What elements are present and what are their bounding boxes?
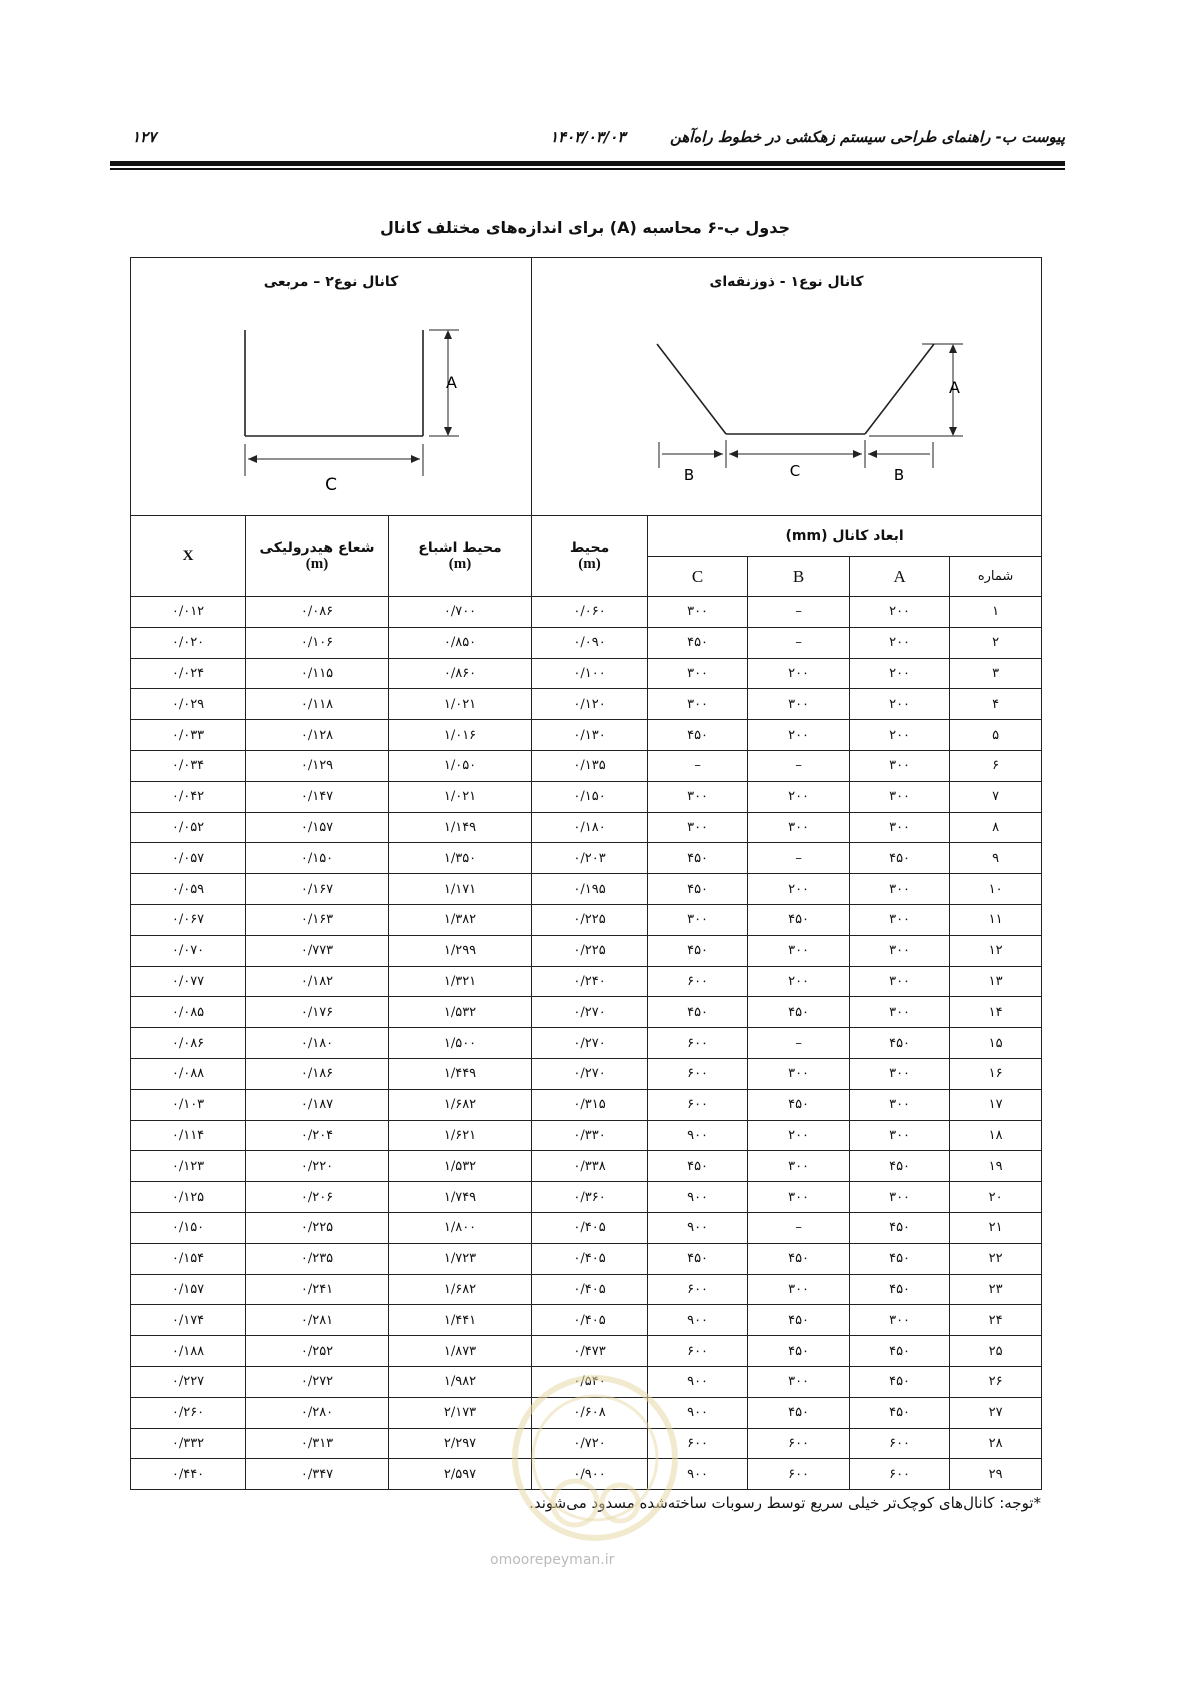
cell-c: ۹۰۰ — [648, 1305, 748, 1336]
table-row — [131, 997, 1042, 1028]
cell-radius: ۰/۲۷۲ — [246, 1366, 389, 1397]
cell-x: ۰/۰۵۷ — [131, 843, 246, 874]
cell-perimeter: ۰/۴۰۵ — [532, 1243, 648, 1274]
table-row — [131, 750, 1042, 781]
cell-c: ۹۰۰ — [648, 1397, 748, 1428]
cell-perimeter: ۰/۲۷۰ — [532, 1028, 648, 1059]
channel-table — [130, 257, 1042, 1490]
cell-perimeter: ۰/۲۷۰ — [532, 997, 648, 1028]
cell-x: ۰/۰۲۴ — [131, 658, 246, 689]
cell-radius: ۰/۷۷۳ — [246, 935, 389, 966]
cell-c: ۶۰۰ — [648, 1028, 748, 1059]
cell-radius: ۰/۱۰۶ — [246, 627, 389, 658]
cell-radius: ۰/۱۸۷ — [246, 1089, 389, 1120]
cell-radius: ۰/۲۲۵ — [246, 1212, 389, 1243]
cell-wetted: ۱/۸۷۳ — [389, 1336, 532, 1367]
cell-radius: ۰/۰۸۶ — [246, 597, 389, 628]
cell-x: ۰/۰۳۴ — [131, 750, 246, 781]
cell-a: ۲۰۰ — [850, 597, 950, 628]
cell-a: ۴۵۰ — [850, 1028, 950, 1059]
cell-radius: ۰/۲۸۱ — [246, 1305, 389, 1336]
cell-a: ۳۰۰ — [850, 750, 950, 781]
cell-number: ۲۶ — [950, 1366, 1042, 1397]
cell-wetted: ۰/۸۶۰ — [389, 658, 532, 689]
table-row — [131, 874, 1042, 905]
cell-a: ۴۵۰ — [850, 1151, 950, 1182]
cell-c: ۶۰۰ — [648, 1336, 748, 1367]
cell-b: ۴۵۰ — [748, 1243, 850, 1274]
cell-b: ۳۰۰ — [748, 689, 850, 720]
label-c: C — [789, 462, 800, 480]
cell-perimeter: ۰/۱۰۰ — [532, 658, 648, 689]
cell-number: ۱۲ — [950, 935, 1042, 966]
cell-wetted: ۱/۱۷۱ — [389, 874, 532, 905]
cell-b: ۴۵۰ — [748, 904, 850, 935]
header-title: پیوست ب- راهنمای طراحی سیستم زهکشی در خطوط راه‌آهن — [669, 128, 1065, 146]
table-row — [131, 1212, 1042, 1243]
cell-b: ۳۰۰ — [748, 1274, 850, 1305]
cell-number: ۷ — [950, 781, 1042, 812]
cell-a: ۴۵۰ — [850, 1336, 950, 1367]
table-row — [131, 1120, 1042, 1151]
cell-c: ۶۰۰ — [648, 1089, 748, 1120]
cell-number: ۱ — [950, 597, 1042, 628]
cell-c: ۹۰۰ — [648, 1212, 748, 1243]
cell-a: ۳۰۰ — [850, 1120, 950, 1151]
cell-number: ۹ — [950, 843, 1042, 874]
cell-perimeter: ۰/۲۰۳ — [532, 843, 648, 874]
cell-a: ۳۰۰ — [850, 904, 950, 935]
label-a: A — [948, 378, 960, 397]
cell-x: ۰/۱۲۳ — [131, 1151, 246, 1182]
cell-c: ۴۵۰ — [648, 874, 748, 905]
col-perimeter-header: محیط (m) — [532, 516, 648, 597]
cell-x: ۰/۱۷۴ — [131, 1305, 246, 1336]
cell-b: ۴۵۰ — [748, 1305, 850, 1336]
cell-wetted: ۱/۵۳۲ — [389, 1151, 532, 1182]
cell-x: ۰/۲۶۰ — [131, 1397, 246, 1428]
table-row — [131, 627, 1042, 658]
cell-perimeter: ۰/۶۰۸ — [532, 1397, 648, 1428]
table-row — [131, 1274, 1042, 1305]
table-row — [131, 1151, 1042, 1182]
cell-c: ۳۰۰ — [648, 597, 748, 628]
col-number-header: شماره — [950, 557, 1042, 597]
cell-x: ۰/۰۲۹ — [131, 689, 246, 720]
cell-number: ۲۱ — [950, 1212, 1042, 1243]
table-row — [131, 1397, 1042, 1428]
cell-x: ۰/۰۱۲ — [131, 597, 246, 628]
cell-radius: ۰/۳۴۷ — [246, 1459, 389, 1490]
cell-c: ۳۰۰ — [648, 781, 748, 812]
cell-x: ۰/۰۵۲ — [131, 812, 246, 843]
cell-x: ۰/۱۱۴ — [131, 1120, 246, 1151]
cell-perimeter: ۰/۳۳۰ — [532, 1120, 648, 1151]
cell-a: ۳۰۰ — [850, 1182, 950, 1213]
cell-radius: ۰/۲۰۴ — [246, 1120, 389, 1151]
cell-b: ۳۰۰ — [748, 935, 850, 966]
cell-radius: ۰/۲۸۰ — [246, 1397, 389, 1428]
cell-c: ۶۰۰ — [648, 1058, 748, 1089]
cell-c: ۴۵۰ — [648, 1151, 748, 1182]
cell-c: ۹۰۰ — [648, 1459, 748, 1490]
cell-number: ۲۲ — [950, 1243, 1042, 1274]
cell-radius: ۰/۱۶۳ — [246, 904, 389, 935]
cell-perimeter: ۰/۱۸۰ — [532, 812, 648, 843]
cell-a: ۴۵۰ — [850, 1274, 950, 1305]
cell-c: ۴۵۰ — [648, 720, 748, 751]
table-body — [131, 597, 1042, 1490]
cell-wetted: ۱/۲۹۹ — [389, 935, 532, 966]
label-b-right: B — [893, 466, 904, 484]
cell-c: ۳۰۰ — [648, 689, 748, 720]
cell-wetted: ۲/۲۹۷ — [389, 1428, 532, 1459]
cell-wetted: ۱/۵۳۲ — [389, 997, 532, 1028]
cell-x: ۰/۰۷۰ — [131, 935, 246, 966]
cell-wetted: ۱/۳۵۰ — [389, 843, 532, 874]
cell-b: ۲۰۰ — [748, 781, 850, 812]
cell-b: ۶۰۰ — [748, 1428, 850, 1459]
cell-radius: ۰/۱۱۸ — [246, 689, 389, 720]
cell-perimeter: ۰/۹۰۰ — [532, 1459, 648, 1490]
cell-c: ۴۵۰ — [648, 843, 748, 874]
cell-perimeter: ۰/۱۲۰ — [532, 689, 648, 720]
table-row — [131, 1089, 1042, 1120]
table-row — [131, 1459, 1042, 1490]
cell-perimeter: ۰/۰۶۰ — [532, 597, 648, 628]
cell-radius: ۰/۱۱۵ — [246, 658, 389, 689]
cell-radius: ۰/۲۵۲ — [246, 1336, 389, 1367]
cell-a: ۳۰۰ — [850, 997, 950, 1028]
table-row — [131, 597, 1042, 628]
cell-c: – — [648, 750, 748, 781]
cell-wetted: ۱/۴۴۹ — [389, 1058, 532, 1089]
cell-c: ۳۰۰ — [648, 904, 748, 935]
cell-wetted: ۱/۰۱۶ — [389, 720, 532, 751]
cell-wetted: ۱/۶۸۲ — [389, 1274, 532, 1305]
cell-b: ۶۰۰ — [748, 1459, 850, 1490]
cell-radius: ۰/۱۵۷ — [246, 812, 389, 843]
cell-a: ۳۰۰ — [850, 935, 950, 966]
cell-number: ۶ — [950, 750, 1042, 781]
cell-b: ۴۵۰ — [748, 1397, 850, 1428]
cell-wetted: ۱/۶۸۲ — [389, 1089, 532, 1120]
header-date: ۱۴۰۳/۰۳/۰۳ — [550, 128, 626, 146]
cell-b: ۴۵۰ — [748, 997, 850, 1028]
cell-a: ۴۵۰ — [850, 1397, 950, 1428]
cell-wetted: ۱/۷۲۳ — [389, 1243, 532, 1274]
cell-number: ۱۰ — [950, 874, 1042, 905]
col-b-header: B — [748, 557, 850, 597]
cell-a: ۲۰۰ — [850, 627, 950, 658]
cell-x: ۰/۰۸۸ — [131, 1058, 246, 1089]
cell-x: ۰/۱۵۴ — [131, 1243, 246, 1274]
cell-wetted: ۰/۸۵۰ — [389, 627, 532, 658]
cell-x: ۰/۰۵۹ — [131, 874, 246, 905]
cell-perimeter: ۰/۳۳۸ — [532, 1151, 648, 1182]
col-c-header: C — [648, 557, 748, 597]
cell-number: ۱۹ — [950, 1151, 1042, 1182]
page-header — [110, 128, 1065, 158]
cell-a: ۳۰۰ — [850, 966, 950, 997]
figure-square — [131, 258, 532, 516]
cell-perimeter: ۰/۱۳۵ — [532, 750, 648, 781]
cell-number: ۱۵ — [950, 1028, 1042, 1059]
table-row — [131, 1028, 1042, 1059]
cell-x: ۰/۰۷۷ — [131, 966, 246, 997]
cell-b: ۲۰۰ — [748, 658, 850, 689]
cell-wetted: ۱/۳۸۲ — [389, 904, 532, 935]
cell-b: ۳۰۰ — [748, 1058, 850, 1089]
cell-c: ۳۰۰ — [648, 658, 748, 689]
cell-b: – — [748, 627, 850, 658]
figure-trapezoidal — [532, 258, 1042, 516]
cell-radius: ۰/۲۳۵ — [246, 1243, 389, 1274]
cell-radius: ۰/۲۰۶ — [246, 1182, 389, 1213]
cell-c: ۹۰۰ — [648, 1120, 748, 1151]
cell-number: ۲۴ — [950, 1305, 1042, 1336]
table-row — [131, 843, 1042, 874]
cell-b: ۲۰۰ — [748, 1120, 850, 1151]
cell-c: ۴۵۰ — [648, 1243, 748, 1274]
cell-wetted: ۱/۰۵۰ — [389, 750, 532, 781]
cell-x: ۰/۱۵۷ — [131, 1274, 246, 1305]
cell-wetted: ۱/۱۴۹ — [389, 812, 532, 843]
cell-b: ۳۰۰ — [748, 1366, 850, 1397]
cell-radius: ۰/۱۲۸ — [246, 720, 389, 751]
header-rule-thin — [110, 168, 1065, 170]
table-row — [131, 1428, 1042, 1459]
cell-perimeter: ۰/۰۹۰ — [532, 627, 648, 658]
table-row — [131, 1243, 1042, 1274]
cell-number: ۱۸ — [950, 1120, 1042, 1151]
cell-number: ۸ — [950, 812, 1042, 843]
cell-wetted: ۱/۹۸۲ — [389, 1366, 532, 1397]
cell-b: – — [748, 1212, 850, 1243]
col-x-header: X — [131, 516, 246, 597]
cell-number: ۱۶ — [950, 1058, 1042, 1089]
cell-perimeter: ۰/۵۴۰ — [532, 1366, 648, 1397]
cell-perimeter: ۰/۴۷۳ — [532, 1336, 648, 1367]
cell-perimeter: ۰/۲۲۵ — [532, 904, 648, 935]
cell-a: ۴۵۰ — [850, 843, 950, 874]
figure-trapezoidal-title: کانال نوع۱ - ذوزنقه‌ای — [709, 274, 864, 290]
cell-a: ۲۰۰ — [850, 658, 950, 689]
cell-wetted: ۱/۸۰۰ — [389, 1212, 532, 1243]
cell-perimeter: ۰/۲۷۰ — [532, 1058, 648, 1089]
table-row — [131, 689, 1042, 720]
cell-a: ۲۰۰ — [850, 689, 950, 720]
cell-x: ۰/۱۸۸ — [131, 1336, 246, 1367]
cell-number: ۴ — [950, 689, 1042, 720]
cell-perimeter: ۰/۲۲۵ — [532, 935, 648, 966]
cell-b: – — [748, 1028, 850, 1059]
cell-x: ۰/۰۸۵ — [131, 997, 246, 1028]
cell-wetted: ۱/۰۲۱ — [389, 781, 532, 812]
col-wetted-header: محیط اشباع (m) — [389, 516, 532, 597]
cell-number: ۱۱ — [950, 904, 1042, 935]
cell-radius: ۰/۲۲۰ — [246, 1151, 389, 1182]
cell-number: ۵ — [950, 720, 1042, 751]
cell-number: ۱۳ — [950, 966, 1042, 997]
cell-x: ۰/۱۰۳ — [131, 1089, 246, 1120]
cell-x: ۰/۲۲۷ — [131, 1366, 246, 1397]
cell-wetted: ۲/۱۷۳ — [389, 1397, 532, 1428]
cell-b: ۴۵۰ — [748, 1336, 850, 1367]
cell-radius: ۰/۱۶۷ — [246, 874, 389, 905]
table-row — [131, 812, 1042, 843]
cell-radius: ۰/۱۵۰ — [246, 843, 389, 874]
table-caption: جدول ب-۶ محاسبه (A) برای اندازه‌های مختلف کانال — [379, 218, 791, 237]
cell-a: ۴۵۰ — [850, 1212, 950, 1243]
table-row — [131, 935, 1042, 966]
cell-x: ۰/۰۴۲ — [131, 781, 246, 812]
cell-perimeter: ۰/۱۳۰ — [532, 720, 648, 751]
cell-b: ۲۰۰ — [748, 874, 850, 905]
cell-perimeter: ۰/۴۰۵ — [532, 1274, 648, 1305]
cell-wetted: ۲/۵۹۷ — [389, 1459, 532, 1490]
cell-a: ۴۵۰ — [850, 1243, 950, 1274]
table-row — [131, 781, 1042, 812]
cell-radius: ۰/۱۸۰ — [246, 1028, 389, 1059]
cell-number: ۲۰ — [950, 1182, 1042, 1213]
cell-b: ۳۰۰ — [748, 1151, 850, 1182]
cell-c: ۴۵۰ — [648, 997, 748, 1028]
cell-perimeter: ۰/۱۵۰ — [532, 781, 648, 812]
cell-b: – — [748, 597, 850, 628]
cell-a: ۳۰۰ — [850, 1305, 950, 1336]
label-c-square: C — [325, 475, 337, 495]
col-radius-header: شعاع هیدرولیکی (m) — [246, 516, 389, 597]
cell-perimeter: ۰/۴۰۵ — [532, 1212, 648, 1243]
cell-x: ۰/۰۳۳ — [131, 720, 246, 751]
cell-a: ۳۰۰ — [850, 781, 950, 812]
cell-perimeter: ۰/۳۱۵ — [532, 1089, 648, 1120]
watermark-text: omoorepeyman.ir — [490, 1552, 615, 1568]
cell-radius: ۰/۲۴۱ — [246, 1274, 389, 1305]
cell-perimeter: ۰/۲۴۰ — [532, 966, 648, 997]
cell-c: ۶۰۰ — [648, 966, 748, 997]
cell-a: ۳۰۰ — [850, 1058, 950, 1089]
cell-wetted: ۱/۷۴۹ — [389, 1182, 532, 1213]
cell-a: ۴۵۰ — [850, 1366, 950, 1397]
cell-wetted: ۱/۳۲۱ — [389, 966, 532, 997]
cell-c: ۶۰۰ — [648, 1428, 748, 1459]
trapezoid-diagram — [577, 290, 997, 490]
cell-c: ۴۵۰ — [648, 935, 748, 966]
cell-number: ۲۵ — [950, 1336, 1042, 1367]
cell-a: ۳۰۰ — [850, 874, 950, 905]
cell-number: ۱۴ — [950, 997, 1042, 1028]
cell-x: ۰/۳۳۲ — [131, 1428, 246, 1459]
table-row — [131, 1058, 1042, 1089]
cell-c: ۴۵۰ — [648, 627, 748, 658]
cell-x: ۰/۱۲۵ — [131, 1182, 246, 1213]
cell-number: ۲۳ — [950, 1274, 1042, 1305]
table-row — [131, 966, 1042, 997]
cell-number: ۲ — [950, 627, 1042, 658]
table-row — [131, 1366, 1042, 1397]
cell-b: ۳۰۰ — [748, 812, 850, 843]
cell-perimeter: ۰/۱۹۵ — [532, 874, 648, 905]
cell-number: ۲۸ — [950, 1428, 1042, 1459]
cell-wetted: ۰/۷۰۰ — [389, 597, 532, 628]
cell-x: ۰/۰۲۰ — [131, 627, 246, 658]
cell-c: ۹۰۰ — [648, 1366, 748, 1397]
cell-x: ۰/۰۶۷ — [131, 904, 246, 935]
cell-wetted: ۱/۶۲۱ — [389, 1120, 532, 1151]
cell-b: ۲۰۰ — [748, 966, 850, 997]
table-row — [131, 1305, 1042, 1336]
cell-radius: ۰/۱۸۲ — [246, 966, 389, 997]
cell-a: ۲۰۰ — [850, 720, 950, 751]
label-b-left: B — [683, 466, 694, 484]
cell-wetted: ۱/۵۰۰ — [389, 1028, 532, 1059]
square-diagram — [181, 290, 481, 505]
cell-perimeter: ۰/۳۶۰ — [532, 1182, 648, 1213]
table-row — [131, 1182, 1042, 1213]
table-note: *توجه: کانال‌های کوچک‌تر خیلی سریع توسط رسوبات ساخته‌شده مسدود می‌شوند. — [529, 1494, 1041, 1512]
cell-b: ۴۵۰ — [748, 1089, 850, 1120]
table-row — [131, 1336, 1042, 1367]
cell-number: ۲۷ — [950, 1397, 1042, 1428]
cell-a: ۳۰۰ — [850, 1089, 950, 1120]
cell-radius: ۰/۱۲۹ — [246, 750, 389, 781]
cell-wetted: ۱/۰۲۱ — [389, 689, 532, 720]
cell-wetted: ۱/۴۴۱ — [389, 1305, 532, 1336]
page-number: ۱۲۷ — [132, 128, 157, 146]
table-row — [131, 904, 1042, 935]
cell-radius: ۰/۳۱۳ — [246, 1428, 389, 1459]
cell-c: ۹۰۰ — [648, 1182, 748, 1213]
cell-perimeter: ۰/۴۰۵ — [532, 1305, 648, 1336]
cell-b: ۲۰۰ — [748, 720, 850, 751]
col-dims-header: ابعاد کانال (mm) — [648, 516, 1042, 557]
cell-number: ۲۹ — [950, 1459, 1042, 1490]
cell-c: ۳۰۰ — [648, 812, 748, 843]
cell-b: – — [748, 843, 850, 874]
table-row — [131, 720, 1042, 751]
cell-radius: ۰/۱۴۷ — [246, 781, 389, 812]
cell-c: ۶۰۰ — [648, 1274, 748, 1305]
header-rule-thick — [110, 161, 1065, 166]
cell-b: – — [748, 750, 850, 781]
cell-perimeter: ۰/۷۲۰ — [532, 1428, 648, 1459]
cell-radius: ۰/۱۸۶ — [246, 1058, 389, 1089]
label-a-square: A — [446, 373, 458, 392]
cell-b: ۳۰۰ — [748, 1182, 850, 1213]
cell-a: ۶۰۰ — [850, 1428, 950, 1459]
table-row — [131, 658, 1042, 689]
cell-a: ۳۰۰ — [850, 812, 950, 843]
cell-x: ۰/۰۸۶ — [131, 1028, 246, 1059]
col-a-header: A — [850, 557, 950, 597]
cell-a: ۶۰۰ — [850, 1459, 950, 1490]
cell-x: ۰/۱۵۰ — [131, 1212, 246, 1243]
cell-radius: ۰/۱۷۶ — [246, 997, 389, 1028]
cell-x: ۰/۴۴۰ — [131, 1459, 246, 1490]
cell-number: ۳ — [950, 658, 1042, 689]
cell-number: ۱۷ — [950, 1089, 1042, 1120]
figure-square-title: کانال نوع۲ – مربعی — [263, 274, 399, 290]
